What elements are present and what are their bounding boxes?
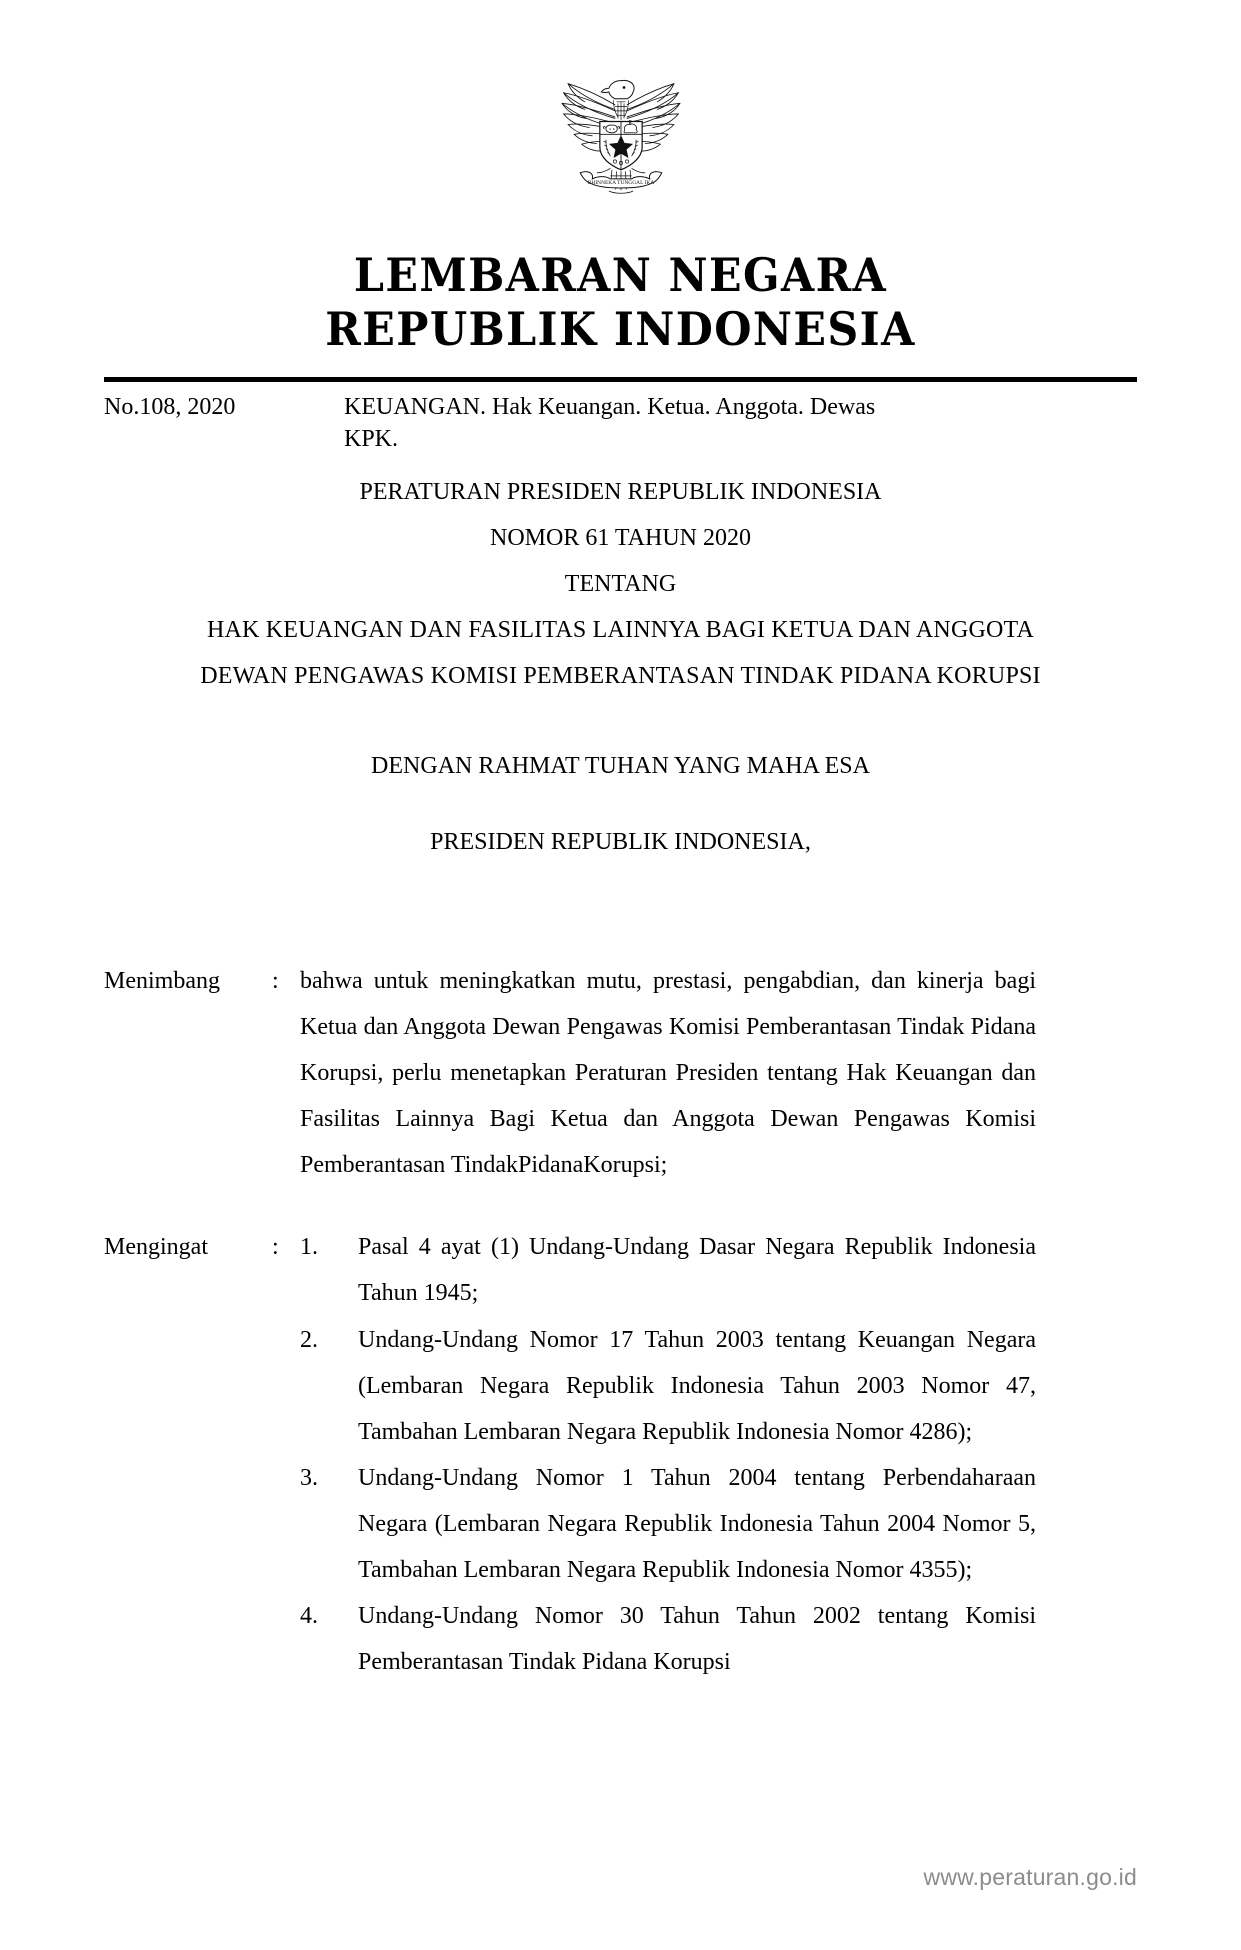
clause-label-mengingat: Mengingat bbox=[104, 1234, 208, 1261]
title-line-tentang: TENTANG bbox=[564, 571, 677, 597]
clause-mengingat bbox=[104, 1224, 1137, 1685]
list-item-marker: 3. bbox=[300, 1464, 318, 1491]
list-item-text: Undang-Undang Nomor 17 Tahun 2003 tentang Keuangan Negara (Lembaran Negara Republik Indonesia Tahun 2003 Nomor 47, Tambahan Lembaran Negara Republik Indonesia Nomor 4286); bbox=[358, 1326, 1036, 1445]
clause-colon-menimbang: : bbox=[272, 968, 279, 994]
list-item-marker: 1. bbox=[300, 1234, 318, 1261]
masthead-line-1: LEMBARAN NEGARA bbox=[353, 248, 888, 302]
garuda-pancasila-icon bbox=[545, 58, 697, 194]
clause-label-menimbang: Menimbang bbox=[104, 968, 220, 994]
clause-menimbang bbox=[104, 958, 1137, 1188]
emblem-container bbox=[0, 58, 1241, 194]
mengingat-list bbox=[300, 1224, 1036, 1685]
list-item bbox=[300, 1224, 1036, 1316]
clause-colon-mengingat: : bbox=[272, 1234, 279, 1261]
gazette-subject: KEUANGAN. Hak Keuangan. Ketua. Anggota. Dewas KPK. bbox=[344, 394, 876, 452]
title-line-subject-1: HAK KEUANGAN DAN FASILITAS LAINNYA BAGI KETUA DAN ANGGOTA bbox=[206, 617, 1035, 643]
clauses-section bbox=[104, 958, 1137, 1685]
masthead-line-2: REPUBLIK INDONESIA bbox=[325, 302, 916, 357]
list-item-marker: 2. bbox=[300, 1326, 318, 1353]
title-line-subject-2: DEWAN PENGAWAS KOMISI PEMBERANTASAN TINDAK PIDANA KORUPSI bbox=[200, 663, 1041, 689]
list-item bbox=[300, 1455, 1036, 1593]
emblem-motto-text: BHINNEKA TUNGGAL IKA bbox=[587, 180, 654, 187]
list-item-marker: 4. bbox=[300, 1603, 318, 1630]
clause-body-menimbang bbox=[300, 958, 1036, 1188]
list-item-text: Undang-Undang Nomor 30 Tahun Tahun 2002 tentang Komisi Pemberantasan Tindak Pidana Korupsi bbox=[358, 1603, 1036, 1676]
clause-body-mengingat bbox=[300, 1224, 1036, 1685]
footer-source-url: www.peraturan.go.id bbox=[923, 1864, 1137, 1890]
list-item-text: Pasal 4 ayat (1) Undang-Undang Dasar Negara Republik Indonesia Tahun 1945; bbox=[358, 1234, 1036, 1307]
masthead bbox=[0, 248, 1241, 357]
header-divider-rule bbox=[104, 377, 1137, 382]
gazette-header-row bbox=[104, 392, 1137, 455]
title-line-number: NOMOR 61 TAHUN 2020 bbox=[490, 525, 751, 551]
list-item bbox=[300, 1593, 1036, 1685]
title-line-issuer: PRESIDEN REPUBLIK INDONESIA, bbox=[430, 829, 811, 855]
menimbang-paragraph: bahwa untuk meningkatkan mutu, prestasi, pengabdian, dan kinerja bagi Ketua dan Anggota Dewan Pengawas Komisi Pemberantasan Tindak Pidana Korupsi, perlu menetapkan Peraturan Presiden tentang Hak Keuangan dan Fasilitas Lainnya Bagi Ketua dan Anggota Dewan Pengawas Komisi Pemberantasan TindakPidanaKorupsi; bbox=[300, 968, 1036, 1179]
title-line-institution: PERATURAN PRESIDEN REPUBLIK INDONESIA bbox=[359, 479, 882, 505]
gazette-number: No.108, 2020 bbox=[104, 394, 236, 420]
list-item-text: Undang-Undang Nomor 1 Tahun 2004 tentang Perbendaharaan Negara (Lembaran Negara Republik Indonesia Tahun 2004 Nomor 5, Tambahan Lembaran Negara Republik Indonesia Nomor 4355); bbox=[358, 1464, 1036, 1583]
title-line-blessing: DENGAN RAHMAT TUHAN YANG MAHA ESA bbox=[371, 753, 870, 779]
list-item bbox=[300, 1317, 1036, 1455]
regulation-title-block bbox=[0, 480, 1241, 876]
